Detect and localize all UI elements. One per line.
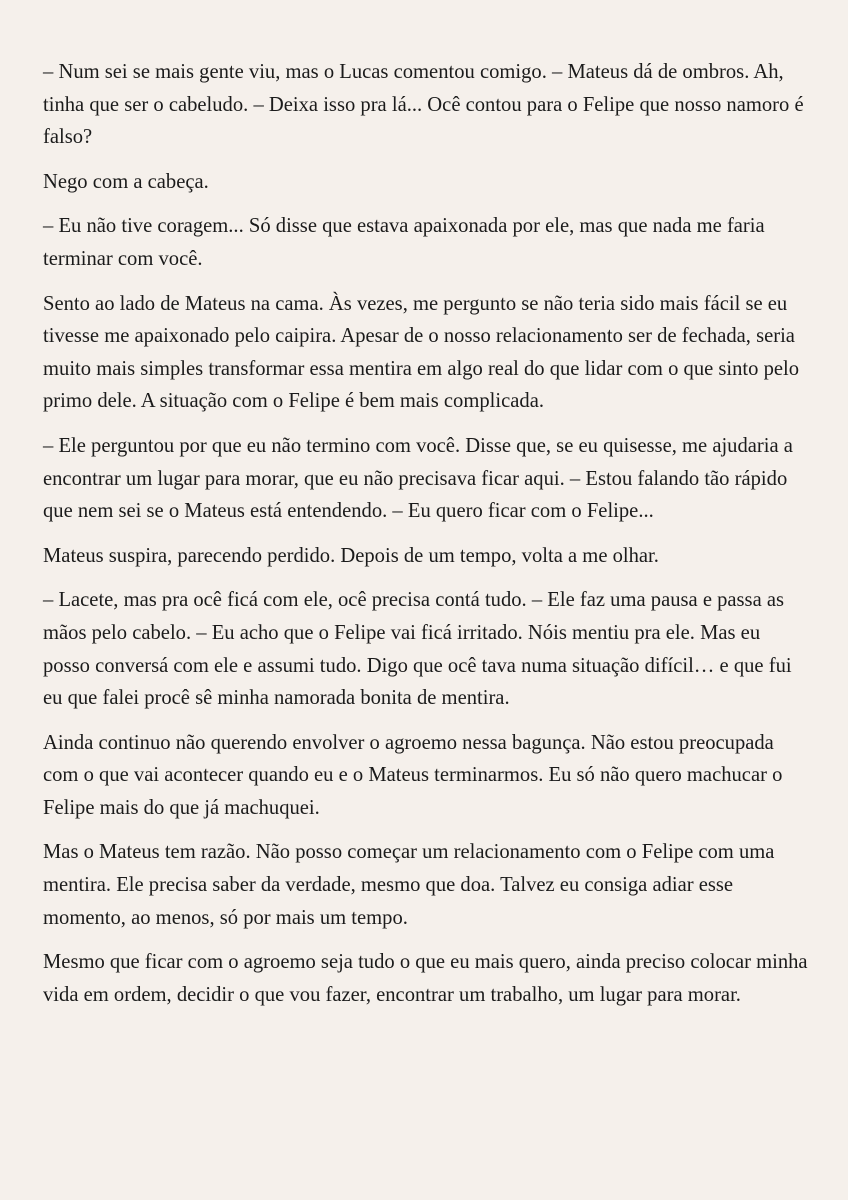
paragraph: – Ele perguntou por que eu não termino com você. Disse que, se eu quisesse, me ajudaria a encontrar um lugar para morar, que eu não precisava ficar aqui. – Estou falando tão rápido que nem sei se o Mateus está entendendo. – Eu quero ficar com o Felipe... bbox=[43, 434, 793, 523]
paragraph: Mas o Mateus tem razão. Não posso começar um relacionamento com o Felipe com uma mentira. Ele precisa saber da verdade, mesmo que doa. Talvez eu consiga adiar esse momento, ao menos, só por mais um tempo. bbox=[43, 841, 775, 929]
paragraph: Ainda continuo não querendo envolver o agroemo nessa bagunça. Não estou preocupada com o que vai acontecer quando eu e o Mateus terminarmos. Eu só não quero machucar o Felipe mais do que já machuquei. bbox=[43, 731, 783, 819]
paragraph: Nego com a cabeça. bbox=[43, 170, 209, 193]
paragraph: – Num sei se mais gente viu, mas o Lucas comentou comigo. – Mateus dá de ombros. Ah, tinha que ser o cabeludo. – Deixa isso pra lá... Ocê contou para o Felipe que nosso namoro é falso? bbox=[43, 61, 804, 149]
paragraph: – Lacete, mas pra ocê ficá com ele, ocê precisa contá tudo. – Ele faz uma pausa e passa as mãos pelo cabelo. – Eu acho que o Felipe vai ficá irritado. Nóis mentiu pra ele. Mas eu posso conversá com ele e assumi tudo. Digo que ocê tava numa situação difícil… e que fui eu que falei procê sê minha namorada bonita de mentira. bbox=[43, 589, 792, 710]
paragraph: Mesmo que ficar com o agroemo seja tudo o que eu mais quero, ainda preciso colocar minha vida em ordem, decidir o que vou fazer, encontrar um trabalho, um lugar para morar. bbox=[43, 951, 808, 1006]
document-page bbox=[43, 56, 808, 1023]
paragraph: Sento ao lado de Mateus na cama. Às vezes, me pergunto se não teria sido mais fácil se eu tivesse me apaixonado pelo caipira. Apesar de o nosso relacionamento ser de fechada, seria muito mais simples transformar essa mentira em algo real do que lidar com o que sinto pelo primo dele. A situação com o Felipe é bem mais complicada. bbox=[43, 292, 800, 413]
paragraph: – Eu não tive coragem... Só disse que estava apaixonada por ele, mas que nada me faria terminar com você. bbox=[43, 215, 765, 270]
paragraph: Mateus suspira, parecendo perdido. Depois de um tempo, volta a me olhar. bbox=[43, 544, 659, 567]
